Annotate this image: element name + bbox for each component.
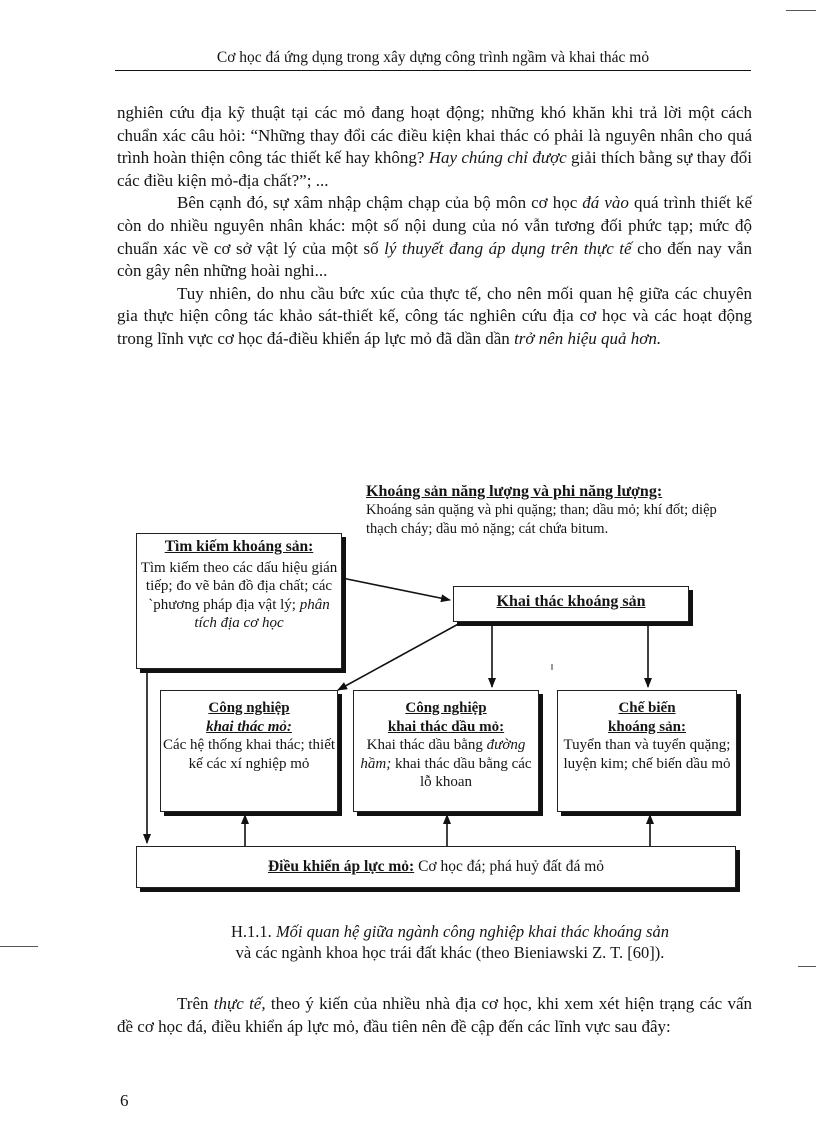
search-box bbox=[136, 533, 342, 669]
margin-mark-left bbox=[0, 946, 38, 947]
col3-body: Tuyển than và tuyển quặng; luyện kim; chế biến dầu mỏ bbox=[563, 737, 731, 772]
p2-text-a: Bên cạnh đó, sự xâm nhập chậm chạp của bộ môn cơ học bbox=[177, 193, 583, 213]
pressure-control-box bbox=[136, 846, 736, 888]
col2-body-c: khai thác dầu bằng các lỗ khoan bbox=[391, 755, 532, 791]
minerals-label bbox=[366, 482, 746, 539]
closing-c: theo ý kiến của nhiều nhà địa cơ học, khi xem xét hiện trạng các vấn đề cơ học đá, điều khiển áp lực mỏ, đầu tiên nên đề cập đến các lĩnh vực sau đây: bbox=[117, 994, 752, 1036]
search-body bbox=[137, 559, 341, 633]
col2-body bbox=[354, 736, 538, 792]
margin-mark-top-right bbox=[786, 10, 816, 11]
caption-text-a: Mối quan hệ giữa ngành công nghiệp khai thác khoáng sản bbox=[271, 922, 669, 941]
col2-body-italic: đường hầm; bbox=[360, 737, 526, 772]
p2-text-italic: đá vào bbox=[582, 193, 629, 213]
col2-body-a: Khai thác dầu bằng bbox=[366, 737, 483, 754]
arrow-mining-to-col1 bbox=[338, 622, 462, 690]
closing-paragraph bbox=[117, 993, 752, 1038]
figure-caption bbox=[150, 921, 750, 963]
control-body: Cơ học đá; phá huỷ đất đá mỏ bbox=[414, 858, 605, 875]
p1-text-c: giải thích bằng sự thay đổi các điều kiện mỏ-địa chất?”; ... bbox=[117, 148, 753, 190]
col3-title-b: khoáng sản: bbox=[608, 718, 686, 735]
col1-body: Các hệ thống khai thác; thiết kế các xí nghiệp mỏ bbox=[162, 737, 336, 772]
closing-text bbox=[117, 993, 752, 1038]
mining-title: Khai thác khoáng sản bbox=[496, 593, 646, 610]
p2-text-e: cho đến nay vẫn còn gây nên những hoài nghi... bbox=[117, 238, 753, 281]
minerals-title: Khoáng sản năng lượng và phi năng lượng: bbox=[366, 483, 663, 500]
arrow-search-to-mining bbox=[342, 578, 450, 600]
col1-title-a: Công nghiệp bbox=[208, 700, 290, 716]
mining-box bbox=[453, 586, 689, 622]
processing-box bbox=[557, 690, 737, 812]
search-title: Tìm kiếm khoáng sản: bbox=[164, 538, 314, 555]
col2-title-a: Công nghiệp bbox=[405, 700, 487, 716]
p3-text-a: Tuy nhiên, do nhu cầu bức xúc của thực tế, cho nên mối quan hệ giữa các chuyên gia thực hiện công tác khảo sát-thiết kế, công tác nghiên cứu địa cơ học và các hoạt động trong lĩnh vực cơ học đá-điều khiển áp lực mỏ đã dần dần bbox=[117, 283, 752, 348]
caption-line-1 bbox=[150, 921, 750, 942]
p3-text-italic: trở nên hiệu quả hơn. bbox=[514, 328, 662, 348]
search-body-italic: phân tích địa cơ học bbox=[194, 596, 330, 632]
caption-line-2: và các ngành khoa học trái đất khác (theo Bieniawski Z. T. [60]). bbox=[235, 943, 665, 962]
closing-a: Trên bbox=[177, 994, 214, 1013]
page-number: 6 bbox=[120, 1091, 129, 1110]
p1-text-italic: Hay chúng chỉ được bbox=[428, 148, 567, 168]
running-header: Cơ học đá ứng dụng trong xây dựng công trình ngầm và khai thác mỏ bbox=[216, 49, 650, 66]
p2-text-c: quá trình thiết kế còn do nhiều nguyên nhân khác: một số nội dung của nó vẫn tương đối phức tạp; mức độ chuẩn xác về cơ sở vật lý của một số bbox=[117, 193, 752, 258]
search-body-a: Tìm kiếm theo các dấu hiệu gián tiếp; đo vẽ bản đồ địa chất; các `phương pháp địa vật lý; bbox=[140, 559, 338, 613]
oil-industry-box bbox=[353, 690, 539, 812]
col2-title-b: khai thác dầu mỏ: bbox=[387, 718, 505, 735]
p2-text-italic-2: lý thuyết đang áp dụng trên thực tế bbox=[384, 238, 632, 258]
p1-text-a: nghiên cứu địa kỹ thuật tại các mỏ đang hoạt động; những khó khăn khi trả lời một cách chuẩn xác câu hỏi: “Những thay đổi các điều kiện khai thác có phải là nguyên nhân cho quá trình hoàn thiện công tác thiết kế hay không? bbox=[117, 103, 752, 168]
col1-title-b: khai thác mỏ: bbox=[206, 718, 292, 735]
closing-italic: thực tế, bbox=[213, 994, 266, 1013]
minerals-body: Khoáng sản quặng và phi quặng; than; dầu mỏ; khí đốt; diệp thạch cháy; dầu mỏ nặng; cát chứa bitum. bbox=[366, 502, 717, 537]
margin-mark-right bbox=[798, 966, 816, 967]
mining-industry-box bbox=[160, 690, 338, 812]
caption-label: H.1.1. bbox=[231, 922, 272, 941]
col3-title-a: Chế biến bbox=[618, 700, 676, 716]
control-title: Điều khiển áp lực mỏ: bbox=[267, 858, 415, 875]
